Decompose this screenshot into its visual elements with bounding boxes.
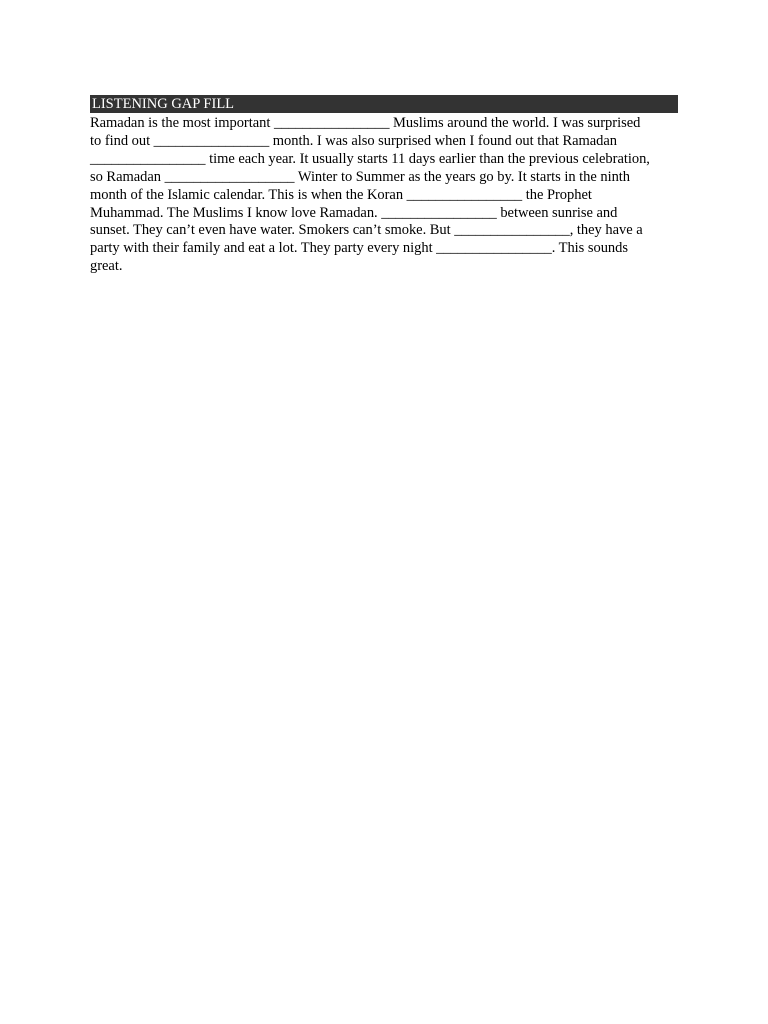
- passage-line: so Ramadan __________________ Winter to Summer as the years go by. It starts in the ninth: [90, 168, 631, 185]
- passage-line: to find out ________________ month. I was also surprised when I found out that Ramadan: [90, 132, 618, 149]
- passage-line: ________________ time each year. It usually starts 11 days earlier than the previous celebration,: [90, 150, 650, 167]
- section-header: LISTENING GAP FILL: [90, 95, 678, 113]
- passage-line: great.: [90, 258, 123, 275]
- gap-fill-passage: [90, 115, 678, 276]
- passage-line: month of the Islamic calendar. This is when the Koran ________________ the Prophet: [90, 186, 592, 203]
- passage-line: Ramadan is the most important ________________ Muslims around the world. I was surprised: [90, 115, 641, 131]
- passage-line: sunset. They can’t even have water. Smokers can’t smoke. But ________________, they have a: [90, 222, 643, 239]
- passage-line: Muhammad. The Muslims I know love Ramadan. ________________ between sunrise and: [90, 204, 618, 221]
- passage-line: party with their family and eat a lot. They party every night ________________. This sounds: [90, 240, 628, 257]
- worksheet-page: [90, 95, 678, 276]
